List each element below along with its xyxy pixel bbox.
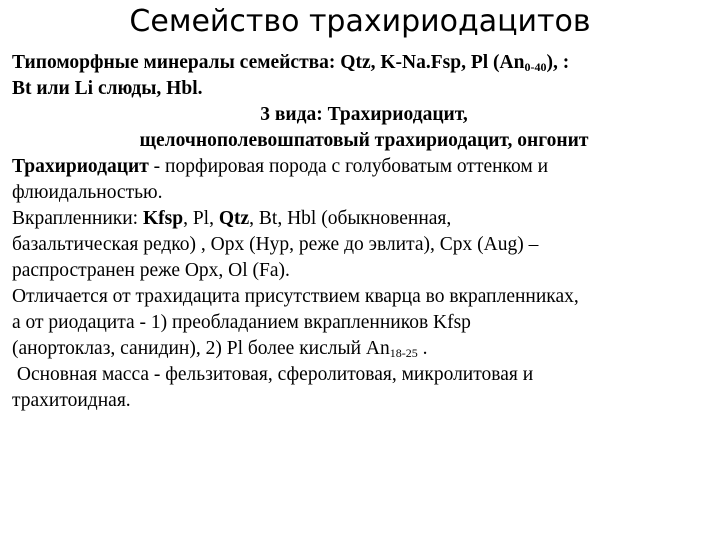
phenocrysts-label: Вкрапленники: xyxy=(12,208,139,229)
groundmass-line-1: Основная масса - фельзитовая, сферолитовая, микролитовая и xyxy=(12,364,534,385)
typomorphic-minerals-end: ), : xyxy=(546,52,570,73)
definition-term: Трахириодацит xyxy=(12,156,149,177)
difference-line-3 xyxy=(12,336,716,362)
phenocrysts-line-2: базальтическая редко) , Opx (Hyp, реже до эвлита), Cpx (Aug) – xyxy=(12,234,539,255)
definition-line-1 xyxy=(12,154,716,180)
types-line-2: щелочнополевошпатовый трахириодацит, онгонит xyxy=(139,130,589,151)
groundmass-line-2: трахитоидная. xyxy=(12,390,131,411)
phenocryst-kfsp: Kfsp xyxy=(142,208,184,229)
phenocrysts-line-1 xyxy=(12,206,716,232)
typomorphic-minerals: Qtz, K-Na.Fsp, Pl (An xyxy=(340,52,525,73)
difference-line-2: а от риодацита - 1) преобладанием вкрапленников Kfsp xyxy=(12,312,471,333)
types-line-1: 3 вида: Трахириодацит, xyxy=(260,104,468,125)
difference-line-1: Отличается от трахидацита присутствием кварца во вкрапленниках, xyxy=(12,286,579,307)
phenocrysts-text: , Bt, Hbl (обыкновенная, xyxy=(249,208,452,229)
typomorphic-line-2: Bt или Li слюды, Hbl. xyxy=(12,78,203,99)
an-range-subscript-2: 18-25 xyxy=(389,346,418,360)
difference-text: (анортоклаз, санидин), 2) Pl более кислый An xyxy=(12,338,390,359)
slide-title: Семейство трахириодацитов xyxy=(129,4,591,39)
difference-end: . xyxy=(417,338,428,359)
phenocrysts-line-3: распространен реже Opx, Ol (Fa). xyxy=(12,260,290,281)
slide-body xyxy=(12,50,716,414)
an-range-subscript: 0-40 xyxy=(524,60,547,74)
definition-text: - порфировая порода с голубоватым оттенком и xyxy=(148,156,549,177)
typomorphic-line-1 xyxy=(12,50,716,76)
phenocryst-qtz: Qtz xyxy=(218,208,250,229)
definition-line-2: флюидальностью. xyxy=(12,182,163,203)
phenocryst-sep: , Pl, xyxy=(183,208,219,229)
typomorphic-label: Типоморфные минералы семейства: xyxy=(12,52,336,73)
